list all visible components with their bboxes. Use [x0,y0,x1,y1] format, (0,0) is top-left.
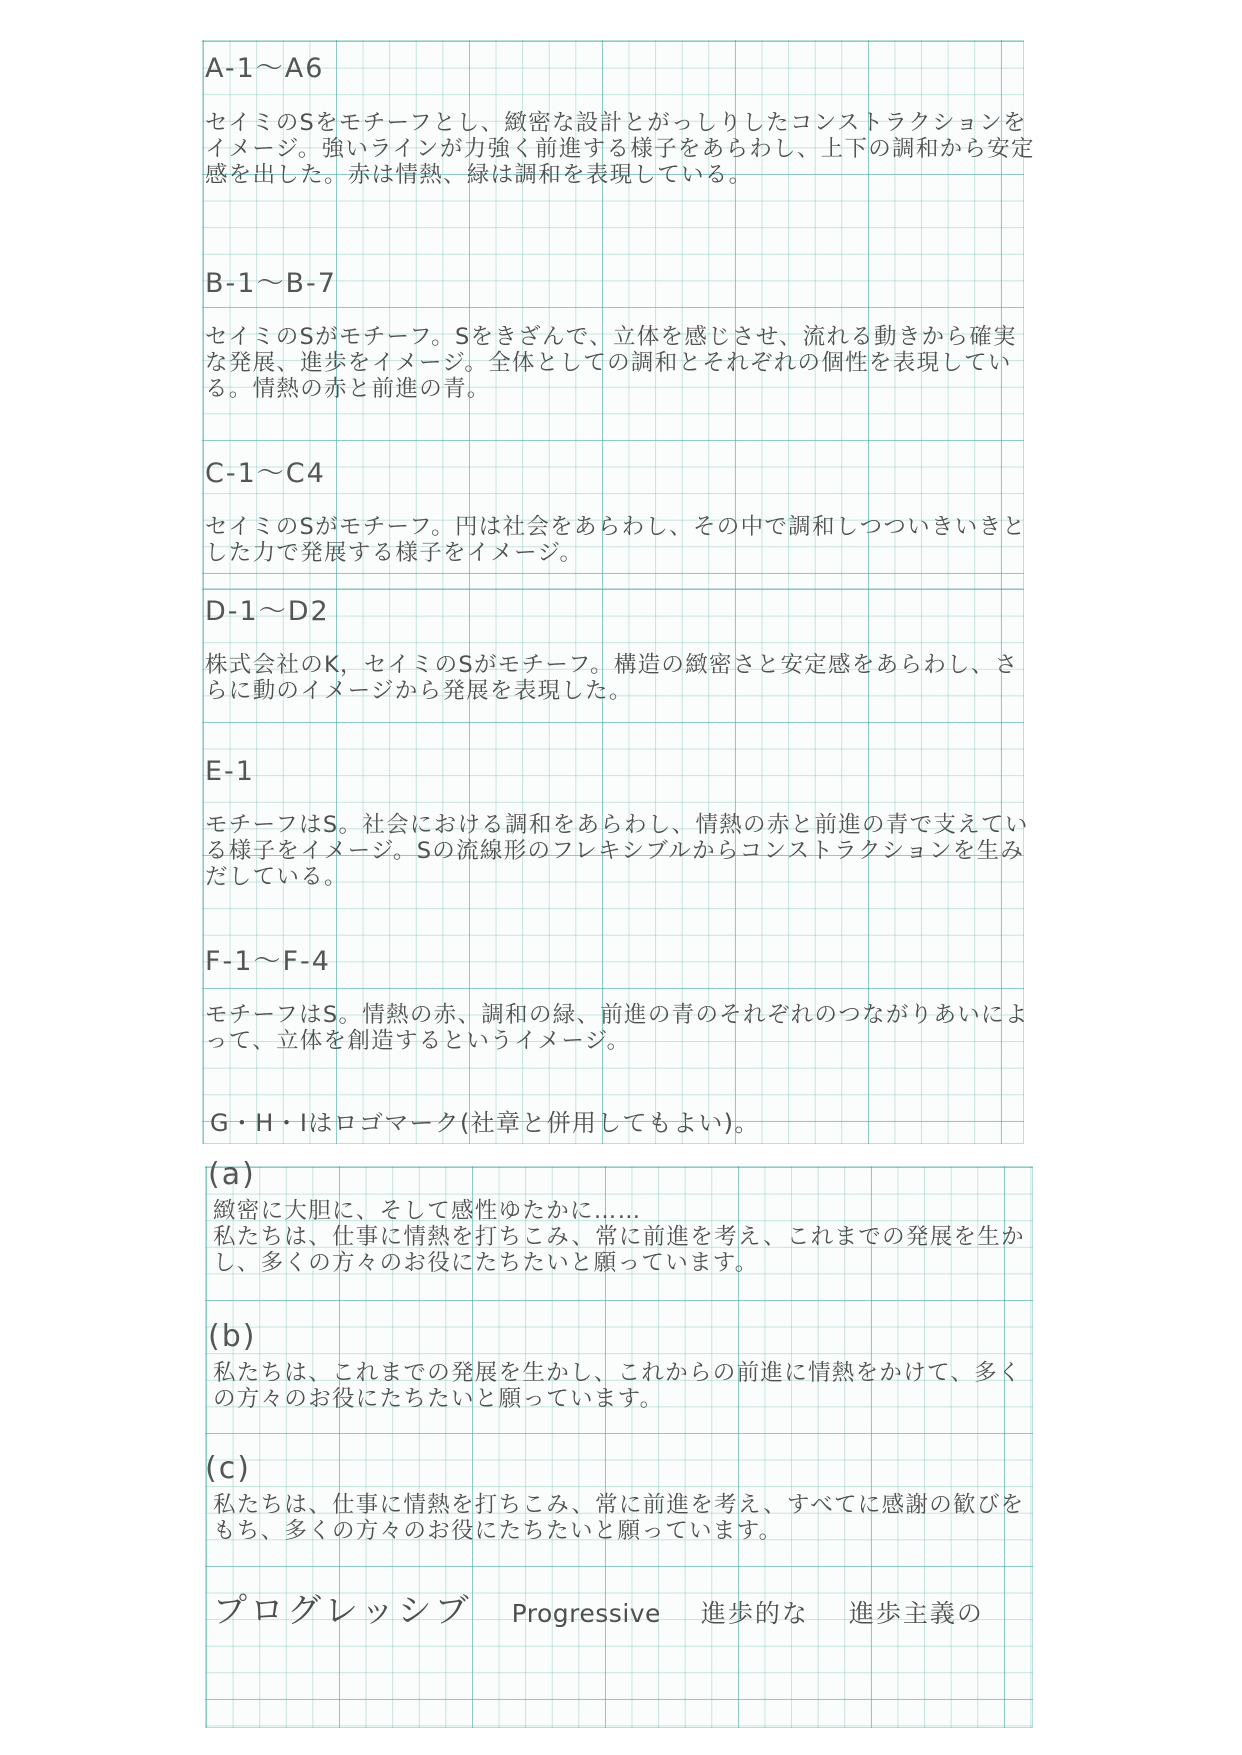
slogan-label-a: (a) [208,1157,256,1192]
progressive-english: Progressive [511,1599,661,1628]
progressive-katakana: プログレッシブ [213,1591,472,1631]
section-text-a: セイミのSをモチーフとし、緻密な設計とがっしりしたコンストラクションをイメージ。強いラインが力強く前進する様子をあらわし、上下の調和から安定感を出した。赤は情熱、緑は調和を表現している。 [205,110,1035,188]
slogan-text-a: 緻密に大胆に、そして感性ゆたかに…… 私たちは、仕事に情熱を打ちこみ、常に前進を考え、これまでの発展を生かし、多くの方々のお役にたちたいと願っています。 [213,1198,1025,1276]
progressive-line [213,1591,1014,1631]
section-text-e: モチーフはS。社会における調和をあらわし、情熱の赤と前進の青で支えている様子をイメージ。Sの流線形のフレキシブルからコンストラクションを生みだしている。 [205,812,1029,890]
section-text-f: モチーフはS。情熱の赤、調和の緑、前進の青のそれぞれのつながりあいによって、立体を創造するというイメージ。 [205,1002,1029,1054]
progressive-meaning-1: 進歩的な [700,1599,809,1628]
section-heading-e: E-1 [205,756,255,787]
section-heading-b: B-1〜B-7 [205,268,337,299]
slogan-text-b: 私たちは、これまでの発展を生かし、これからの前進に情熱をかけて、多くの方々のお役にたちたいと願っています。 [213,1360,1022,1412]
section-heading-a: A-1〜A6 [205,53,325,84]
section-text-b: セイミのSがモチーフ。Sをきざんで、立体を感じさせ、流れる動きから確実な発展、進歩をイメージ。全体としての調和とそれぞれの個性を表現している。情熱の赤と前進の青。 [205,324,1017,402]
section-heading-c: C-1〜C4 [205,458,326,489]
section-text-c: セイミのSがモチーフ。円は社会をあらわし、その中で調和しつついきいきとした力で発展する様子をイメージ。 [205,514,1027,566]
slogan-label-b: (b) [208,1319,257,1354]
section-heading-f: F-1〜F-4 [205,946,331,977]
section-heading-d: D-1〜D2 [205,596,330,627]
slogan-label-c: (c) [205,1451,251,1486]
section-text-d: 株式会社のK，セイミのSがモチーフ。構造の緻密さと安定感をあらわし、さらに動のイメージから発展を表現した。 [205,652,1019,704]
logo-mark-note: G・H・Iはロゴマーク(社章と併用してもよい)。 [210,1109,760,1137]
slogan-text-c: 私たちは、仕事に情熱を打ちこみ、常に前進を考え、すべてに感謝の歓びをもち、多くの方々のお役にたちたいと願っています。 [213,1492,1025,1544]
progressive-meaning-2: 進歩主義の [848,1599,984,1628]
